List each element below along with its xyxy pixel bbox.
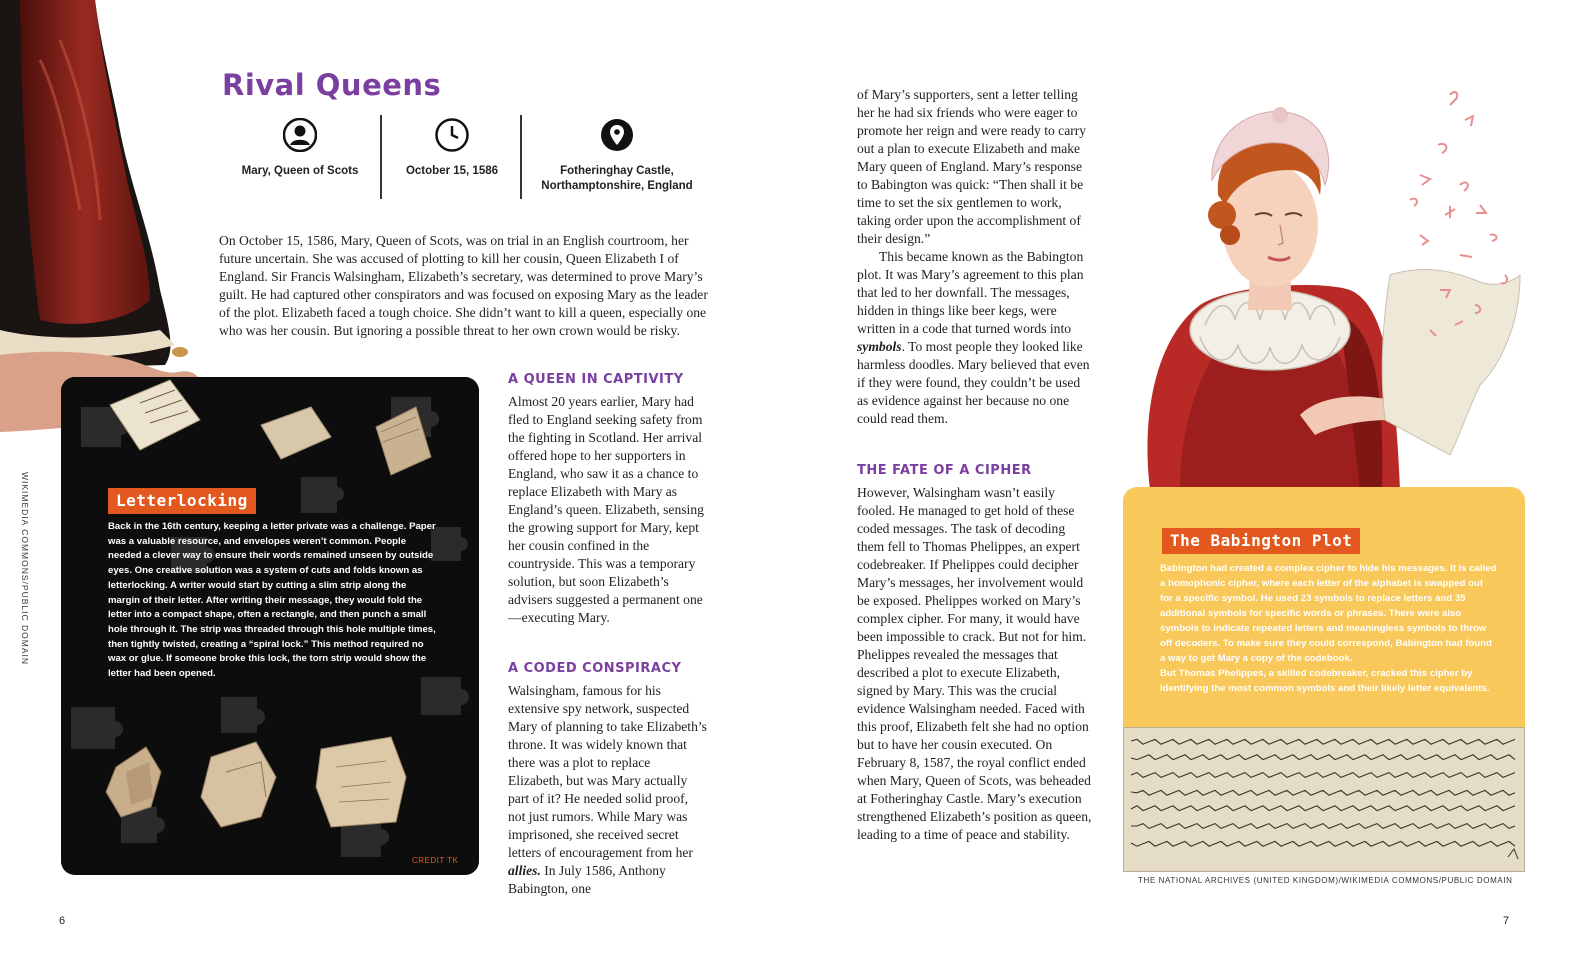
babington-text xyxy=(1160,561,1498,696)
page-title: Rival Queens xyxy=(222,68,442,102)
info-date xyxy=(382,118,522,179)
folded-letter-image xyxy=(316,737,406,827)
person-icon xyxy=(283,118,317,152)
letterlocking-tag: Letterlocking xyxy=(108,488,256,514)
p2-after: . To most people they looked like harmless doodles. Mary believed that even if they were found, they couldn’t be used as evidence against her because no one could read them. xyxy=(857,339,1090,426)
cipher-manuscript-image xyxy=(1123,727,1525,872)
babington-tag: The Babington Plot xyxy=(1162,528,1360,554)
info-place-line1: Fotheringhay Castle, xyxy=(560,165,674,177)
hand-letter-image xyxy=(100,375,210,455)
captivity-text: Almost 20 years earlier, Mary had fled to England seeking safety from the fighting in Scotland. Her arrival offered hope to her supporters in England, who saw it as a chance to replace Elizabeth with Mary as England’s queen. Elizabeth, sensing the growing support for Mary, kept her cousin confined in the countryside. This was a temporary solution, but soon Elizabeth’s advisers suggested a permanent one—executing Mary. xyxy=(508,394,704,625)
heading-fate: THE FATE OF A CIPHER xyxy=(857,463,1032,478)
location-pin-icon xyxy=(600,118,634,152)
info-date-label: October 15, 1586 xyxy=(405,165,499,177)
glossary-word-symbols: symbols xyxy=(857,339,902,354)
info-place-line2: Northamptonshire, England xyxy=(541,180,693,192)
letterlocking-text: Back in the 16th century, keeping a letter private was a challenge. Paper was a valuable resource, and envelopes weren’t common. People needed a clever way to ensure their words remained unseen by outside eyes. One creative solution was a system of cuts and folds known as letterlocking. A writer would start by cutting a slim strip along the margin of their letter. After writing their message, they would fold the letter into a compact shape, often a rectangle, and then punch a small hole through it. The strip was threaded through this hole multiple times, then tightly twisted, creating a “spiral lock.” This method required no wax or glue. If someone broke this lock, the torn strip would show the letter had been opened. xyxy=(108,521,436,680)
page-number-right: 7 xyxy=(1503,915,1510,927)
intro-paragraph: On October 15, 1586, Mary, Queen of Scots, was on trial in an English courtroom, her future uncertain. She was accused of plotting to kill her cousin, Queen Elizabeth I of England. Sir Francis Walsingham, Elizabeth’s secretary, was determined to prove Mary’s guilt. He had captured other conspirators and was focused on exposing Mary as the leader of the plot. Elizabeth faced a tough choice. She didn’t want to kill a queen, especially one who was her cousin. But ignoring a possible threat to her own crown would be risky. xyxy=(219,233,708,338)
continued-paragraph: of Mary’s supporters, sent a letter telling her he had six friends who were eager to promote her reign and were ready to carry out a plan to execute Elizabeth and make Mary queen of England. Mary’s response to Babington was quick: “Then shall it be time to set the six gentlemen to work, taking order upon the accomplishment of their design.” xyxy=(857,87,1087,246)
heading-captivity: A QUEEN IN CAPTIVITY xyxy=(508,372,684,387)
p2-before: This became known as the Babington plot. It was Mary’s agreement to this plan that led to her downfall. The messages, hidden in things like beer kegs, were written in a code that turned words into xyxy=(857,249,1084,336)
babington-text-2: But Thomas Phelippes, a skilled codebreaker, cracked this cipher by identifying the most common symbols and their likely letter equivalents. xyxy=(1160,668,1490,694)
archives-credit: THE NATIONAL ARCHIVES (UNITED KINGDOM)/WIKIMEDIA COMMONS/PUBLIC DOMAIN xyxy=(1138,876,1513,885)
letterlocking-credit: CREDIT TK xyxy=(412,856,459,865)
heading-conspiracy: A CODED CONSPIRACY xyxy=(508,661,682,676)
conspiracy-text xyxy=(508,682,708,898)
mary-queen-of-scots-illustration xyxy=(1120,75,1540,490)
conspiracy-text-after: In July 1586, Anthony Babington, one xyxy=(508,863,666,896)
info-place xyxy=(522,118,712,194)
side-photo-credit: WIKIMEDIA COMMONS/PUBLIC DOMAIN xyxy=(20,472,30,665)
babington-plot-paragraph xyxy=(857,248,1093,428)
conspiracy-text-before: Walsingham, famous for his extensive spy network, suspected Mary of planning to take Elizabeth’s throne. It was widely known that there was a plot to replace Elizabeth, but was Mary actually part of it? He needed solid proof, not just rumors. While Mary was imprisoned, she received secret letters of encouragement from her xyxy=(508,683,707,860)
info-person-label: Mary, Queen of Scots xyxy=(241,165,359,177)
page-number-left: 6 xyxy=(59,915,66,927)
babington-text-1: Babington had created a complex cipher to hide his messages. It is called a homophonic cipher, where each letter of the alphabet is swapped out for a specific symbol. He used 23 symbols to replace letters and 35 additional symbols for specific words or phrases. There were also symbols to indicate repeated letters and meaningless symbols to throw off decoders. To make sure they could correspond, Babington had found a way to get Mary a copy of the codebook. xyxy=(1160,563,1497,664)
clock-icon xyxy=(435,118,469,152)
continued-text xyxy=(857,86,1093,428)
glossary-word-allies: allies. xyxy=(508,863,541,878)
info-person xyxy=(220,118,380,179)
fate-text: However, Walsingham wasn’t easily fooled. He managed to get hold of these coded messages. The task of decoding them fell to Thomas Phelippes, an expert codebreaker. If Phelippes could decipher Mary’s messages, her involvement would be exposed. Phelippes worked on Mary’s complex cipher. For many, it would have been impossible to crack. But not for him. Phelippes revealed the messages that described a plot to execute Elizabeth, signed by Mary. This was the crucial evidence Walsingham needed. Faced with this proof, Elizabeth felt she had no option but to have her cousin executed. On February 8, 1587, the royal conflict ended when Mary, Queen of Scots, was beheaded at Fotheringhay Castle. Mary’s execution strengthened Elizabeth’s position as queen, leading to a time of peace and stability. xyxy=(857,485,1092,842)
